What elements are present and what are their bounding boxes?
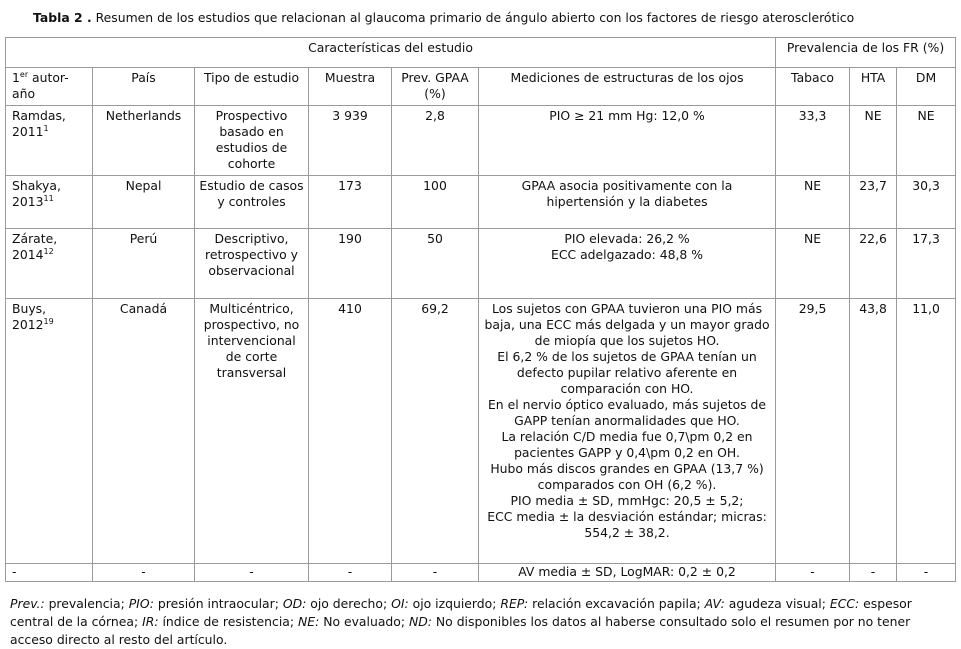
cell-author: Buys, 2012$^{19}$: [6, 299, 93, 564]
footnote-def: agudeza visual;: [724, 596, 830, 611]
caption-text: Resumen de los estudios que relacionan al glaucoma primario de ángulo abierto con los factores de riesgo aterosclerótico: [91, 10, 855, 25]
footnote-abbr: Prev.:: [10, 596, 45, 611]
cell-country: Canadá: [93, 299, 195, 564]
footnote-def: ojo izquierdo;: [408, 596, 501, 611]
footnote-def: No disponibles los datos al haberse consultado solo el resumen por no tener acceso directo al resto del artículo.: [10, 614, 911, 647]
footnote-abbr: ECC:: [829, 596, 860, 611]
cell-sample: 410: [309, 299, 392, 564]
cell-prev: 100: [392, 176, 479, 229]
footnote-abbr: PIO:: [128, 596, 154, 611]
cell-author: Shakya, 2013$^{11}$: [6, 176, 93, 229]
table-footnote: [10, 595, 950, 649]
cell-sample: 173: [309, 176, 392, 229]
cell-dm: 17,3: [897, 229, 956, 299]
col-header-sample: Muestra: [309, 68, 392, 106]
cell-hta: 43,8: [850, 299, 897, 564]
footnote-def: índice de resistencia;: [158, 614, 298, 629]
cell-tabaco: NE: [776, 176, 850, 229]
col-header-study-type: Tipo de estudio: [195, 68, 309, 106]
footnote-def: prevalencia;: [44, 596, 129, 611]
footnote-def: presión intraocular;: [153, 596, 283, 611]
footnote-def: No evaluado;: [319, 614, 409, 629]
col-header-country: País: [93, 68, 195, 106]
col-header-prev-gpaa: Prev. GPAA (%): [392, 68, 479, 106]
cell-sample: 3 939: [309, 106, 392, 176]
cell-dm: -: [897, 564, 956, 582]
cell-measures: GPAA asocia positivamente con la hipertensión y la diabetes: [479, 176, 776, 229]
cell-author: Zárate, 2014$^{12}$: [6, 229, 93, 299]
footnote-def: relación excavación papila;: [528, 596, 705, 611]
cell-hta: NE: [850, 106, 897, 176]
cell-dm: 30,3: [897, 176, 956, 229]
col-header-measurements: Mediciones de estructuras de los ojos: [479, 68, 776, 106]
col-header-tabaco: Tabaco: [776, 68, 850, 106]
cell-tabaco: -: [776, 564, 850, 582]
cell-author: Ramdas, 2011$^1$: [6, 106, 93, 176]
cell-country: Netherlands: [93, 106, 195, 176]
footnote-abbr: AV:: [704, 596, 725, 611]
cell-prev: 69,2: [392, 299, 479, 564]
cell-dm: NE: [897, 106, 956, 176]
footnote-abbr: OI:: [391, 596, 409, 611]
footnote-abbr: IR:: [142, 614, 159, 629]
footnote-def: espesor central de la córnea;: [10, 596, 912, 629]
cell-hta: 23,7: [850, 176, 897, 229]
cell-measures: PIO elevada: 26,2 % ECC adelgazado: 48,8 %: [479, 229, 776, 299]
header-study-characteristics: Características del estudio: [6, 38, 776, 68]
footnote-def: ojo derecho;: [306, 596, 392, 611]
cell-prev: -: [392, 564, 479, 582]
col-header-author: 1er autor-año: [6, 68, 93, 106]
cell-country: Perú: [93, 229, 195, 299]
cell-study-type: Estudio de casos y controles: [195, 176, 309, 229]
cell-study-type: Multicéntrico, prospectivo, no intervencional de corte transversal: [195, 299, 309, 564]
col-header-hta: HTA: [850, 68, 897, 106]
cell-measures: PIO ≥ 21 mm Hg: 12,0 %: [479, 106, 776, 176]
table-row: [6, 229, 956, 299]
cell-tabaco: 29,5: [776, 299, 850, 564]
header-prevalence: Prevalencia de los FR (%): [776, 38, 956, 68]
footnote-abbr: REP:: [500, 596, 529, 611]
cell-prev: 50: [392, 229, 479, 299]
cell-study-type: Descriptivo, retrospectivo y observacional: [195, 229, 309, 299]
cell-tabaco: 33,3: [776, 106, 850, 176]
cell-dm: 11,0: [897, 299, 956, 564]
table-row: [6, 176, 956, 229]
cell-measures: Los sujetos con GPAA tuvieron una PIO más baja, una ECC más delgada y un mayor grado de miopía que los sujetos HO. El 6,2 % de los sujetos de GPAA tenían un defecto pupilar relativo aferente en comparación con HO. En el nervio óptico evaluado, más sujetos de GAPP tenían anormalidades que HO. La relación C/D media fue 0,7\pm 0,2 en pacientes GAPP y 0,4\pm 0,2 en OH. Hubo más discos grandes en GPAA (13,7 %) comparados con OH (6,2 %). PIO media ± SD, mmHgc: 20,5 ± 5,2; ECC media ± la desviación estándar; micras: 554,2 ± 38,2.: [479, 299, 776, 564]
footnote-abbr: NE:: [297, 614, 320, 629]
cell-country: Nepal: [93, 176, 195, 229]
table-row: [6, 106, 956, 176]
cell-hta: 22,6: [850, 229, 897, 299]
cell-sample: -: [309, 564, 392, 582]
column-header-row: [6, 68, 956, 106]
group-header-row: [6, 38, 956, 68]
footnote-abbr: ND:: [408, 614, 432, 629]
cell-hta: -: [850, 564, 897, 582]
table-row: [6, 564, 956, 582]
caption-label: Tabla 2 .: [33, 10, 92, 25]
cell-country: -: [93, 564, 195, 582]
footnote-abbr: OD:: [282, 596, 307, 611]
cell-measures: AV media ± SD, LogMAR: 0,2 ± 0,2: [479, 564, 776, 582]
cell-sample: 190: [309, 229, 392, 299]
cell-author: -: [6, 564, 93, 582]
studies-table: [5, 37, 956, 582]
cell-tabaco: NE: [776, 229, 850, 299]
cell-study-type: Prospectivo basado en estudios de cohorte: [195, 106, 309, 176]
table-caption: [33, 10, 854, 25]
cell-study-type: -: [195, 564, 309, 582]
col-header-dm: DM: [897, 68, 956, 106]
cell-prev: 2,8: [392, 106, 479, 176]
table-row: [6, 299, 956, 564]
